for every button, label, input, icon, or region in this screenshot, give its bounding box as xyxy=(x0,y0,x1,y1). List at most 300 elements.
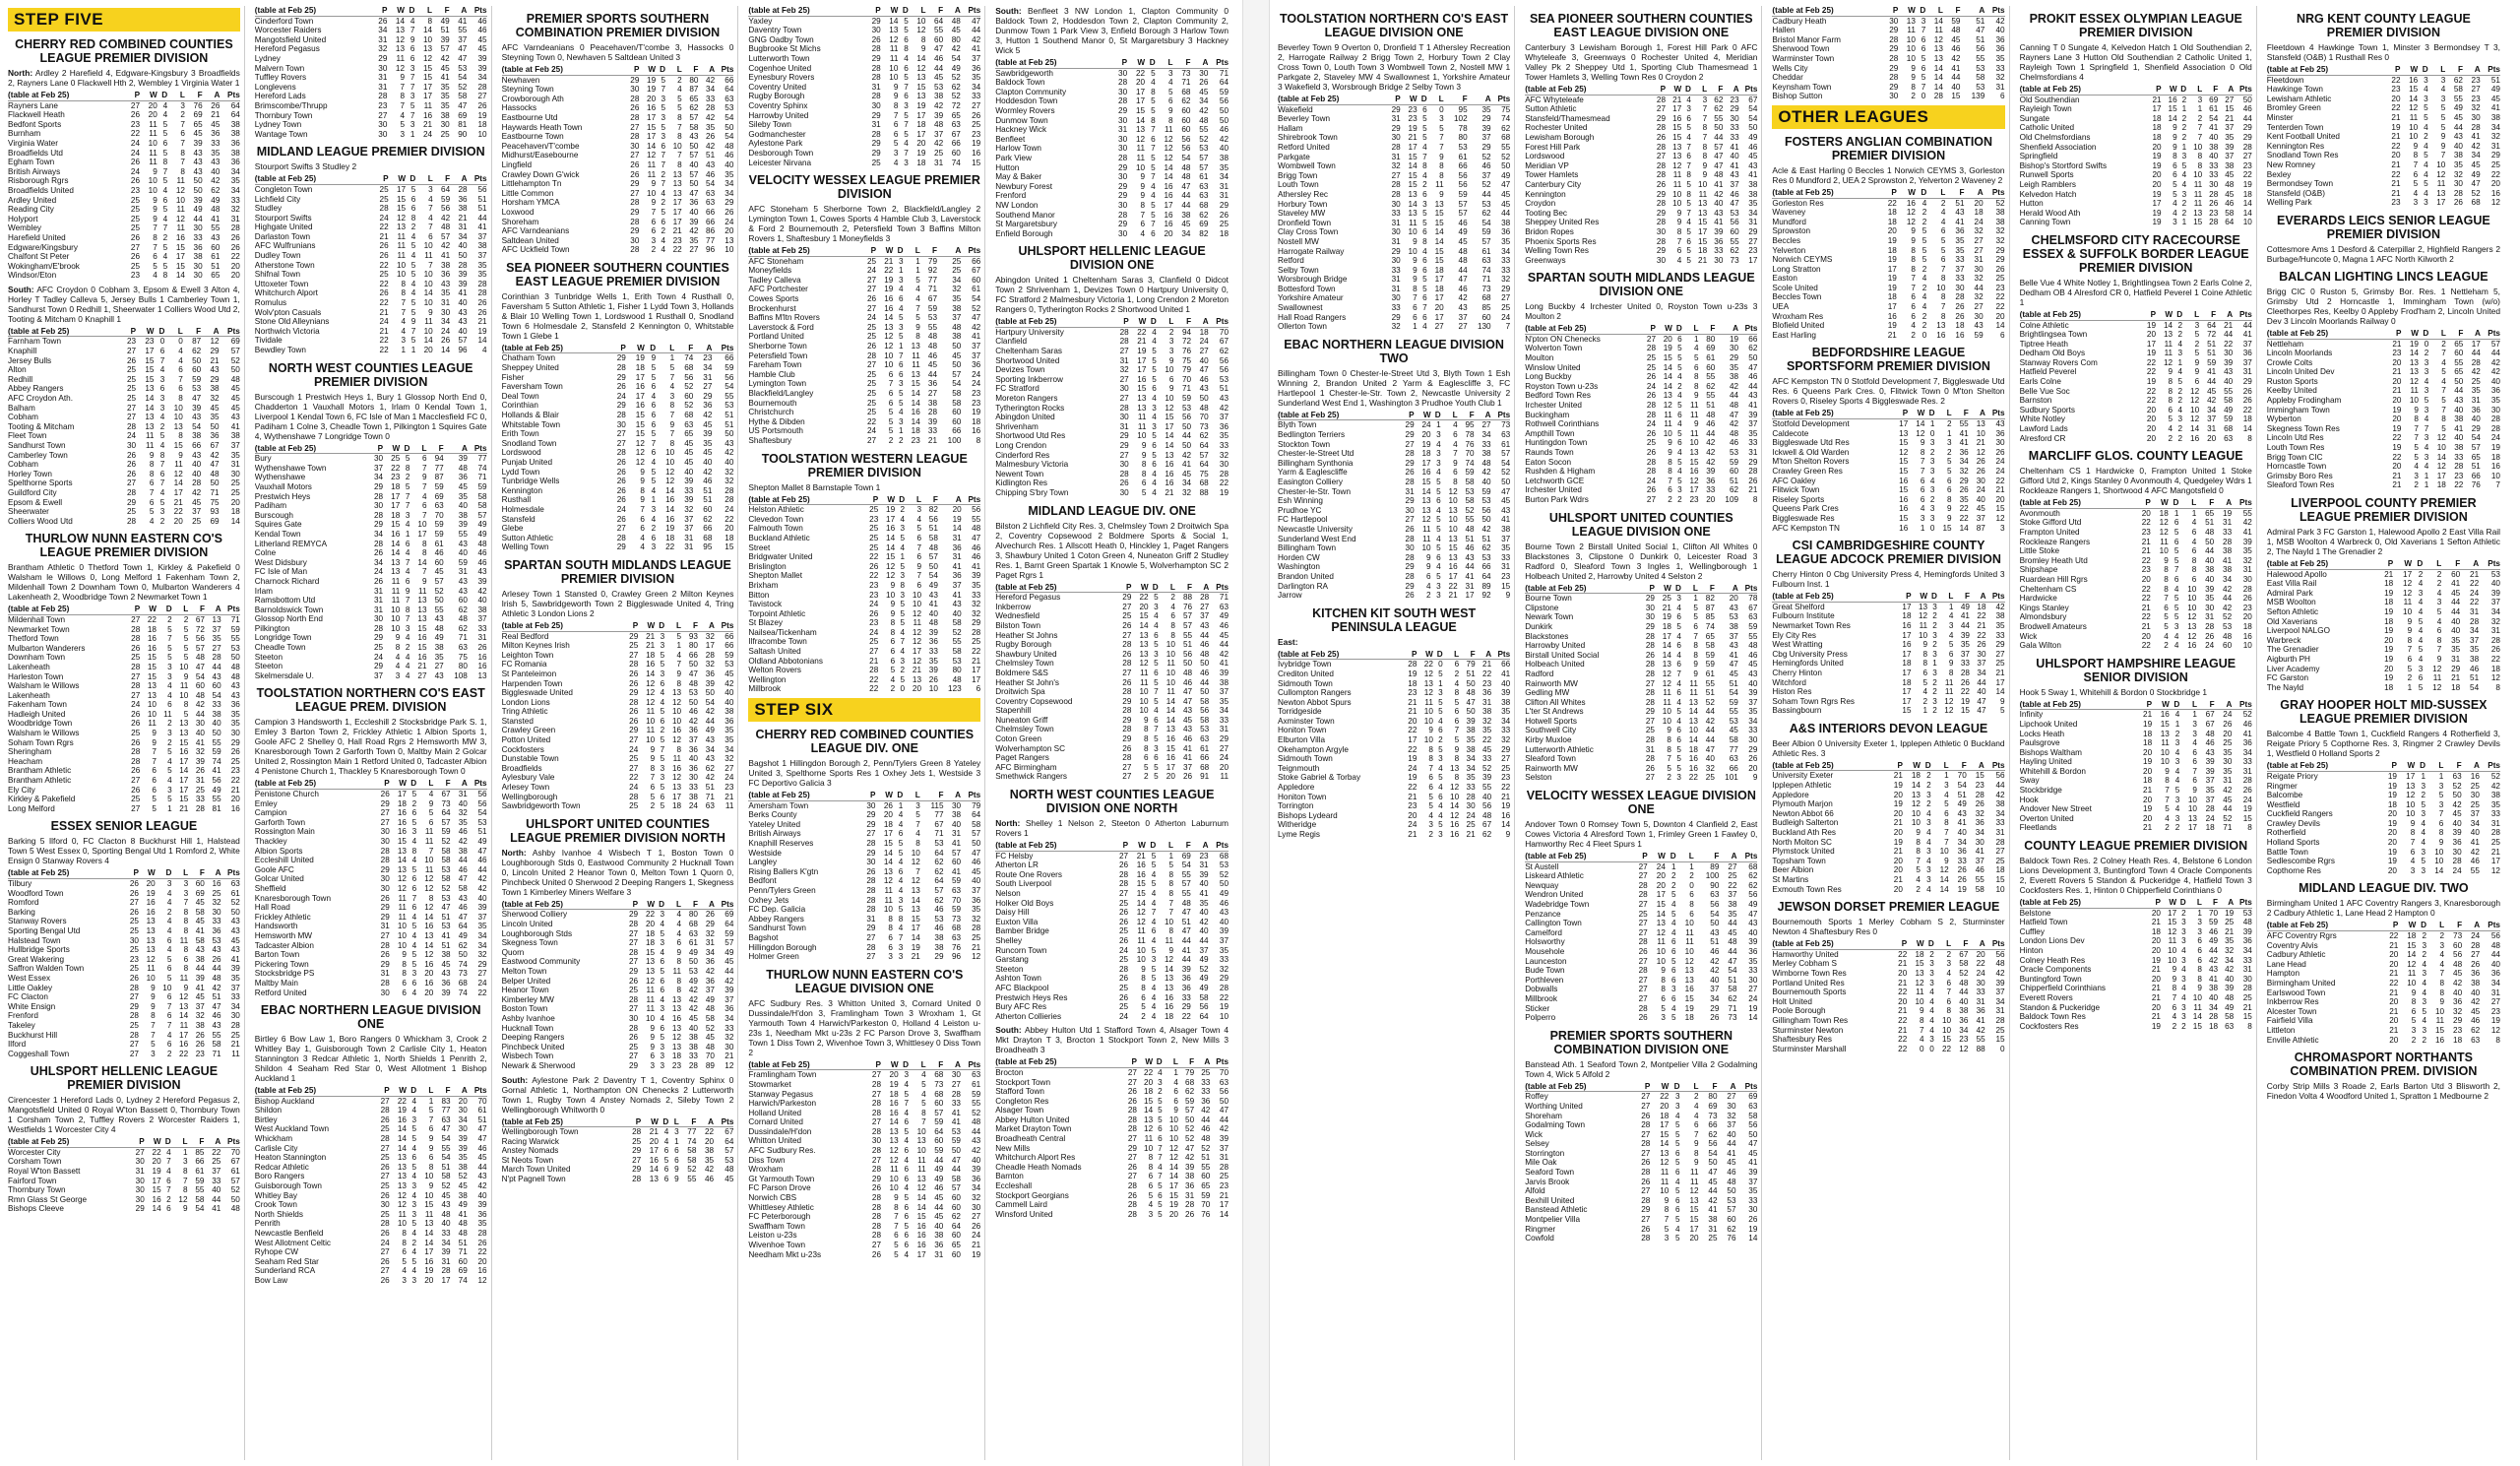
stat-cell: 5 xyxy=(890,666,896,675)
table-row xyxy=(1278,669,1510,679)
stat-cell: 14 xyxy=(397,856,407,865)
table-row xyxy=(255,540,487,549)
stat-cell: 58 xyxy=(458,883,468,893)
stat-cell: 6 xyxy=(663,1165,669,1175)
stat-cell: 8 xyxy=(1151,87,1156,96)
table-row xyxy=(748,666,980,675)
table-header-cell: P xyxy=(1109,58,1127,68)
stat-cell: 41 xyxy=(441,251,451,261)
stat-cell: 47 xyxy=(1466,697,1476,707)
stat-cell: 27 xyxy=(1119,394,1129,404)
stat-cell: 13 xyxy=(672,169,682,179)
stat-cell: 16 xyxy=(889,1099,899,1109)
stat-cell: 37 xyxy=(212,1167,221,1177)
stat-cell: 0 xyxy=(1439,104,1444,114)
stat-cell: 51 xyxy=(1201,1153,1211,1163)
table-header-cell: P xyxy=(624,1117,642,1127)
stat-cell: 17 xyxy=(422,82,433,92)
team-name: Diss Town xyxy=(748,1155,786,1165)
team-name: Stockton Town xyxy=(1278,439,1331,449)
stat-cell: 38 xyxy=(212,709,221,719)
team-name: West Auckland Town xyxy=(254,1124,330,1134)
stat-cell: 29 xyxy=(616,372,626,382)
table-header-cell: D xyxy=(156,868,172,878)
table-row xyxy=(748,562,980,572)
team-name: Portland United xyxy=(748,332,804,342)
stat-cell: 6 xyxy=(421,501,427,511)
team-name: Hutton xyxy=(995,162,1020,172)
stat-cell: 6 xyxy=(1413,303,1418,313)
stat-cell: 9 xyxy=(1141,450,1147,460)
stat-cell: 5 xyxy=(151,1040,156,1050)
stat-cell: 29 xyxy=(871,148,881,158)
table-header-row xyxy=(1525,85,1757,95)
table-row xyxy=(8,766,240,776)
stat-cell: 6 xyxy=(661,141,665,151)
stat-cell: 4 xyxy=(1151,935,1157,945)
stat-cell: 51 xyxy=(441,940,451,950)
stat-cell: 26 xyxy=(1185,1209,1195,1219)
table-header-cell: W xyxy=(140,91,158,100)
stat-cell: 8 xyxy=(183,945,189,955)
stat-cell: 33 xyxy=(477,623,487,633)
stat-cell: 95 xyxy=(1465,420,1475,430)
stat-cell: 42 xyxy=(458,837,468,846)
stat-cell: 2 xyxy=(661,226,665,236)
stat-cell: 55 xyxy=(212,795,221,804)
stat-cell: 61 xyxy=(1200,743,1210,753)
stat-cell: 28 xyxy=(871,92,881,101)
stat-cell: 28 xyxy=(1122,706,1132,716)
stat-cell: 65 xyxy=(211,271,220,281)
stat-cell: 6 xyxy=(1158,1124,1163,1134)
stat-cell: 9 xyxy=(183,671,189,681)
stat-cell: 5 xyxy=(1151,68,1156,78)
stat-cell: 25 xyxy=(230,478,240,488)
table-row xyxy=(995,1144,1228,1154)
table-row xyxy=(255,54,487,64)
stat-cell: 42 xyxy=(688,1004,698,1014)
stat-cell: 41 xyxy=(951,1117,961,1127)
stat-cell: 24 xyxy=(688,801,698,811)
stat-cell: 2 xyxy=(411,798,417,808)
stat-cell: 43 xyxy=(230,925,240,935)
stat-cell: 25 xyxy=(866,332,877,342)
stat-cell: 27 xyxy=(871,1089,882,1099)
stat-cell: 52 xyxy=(951,73,961,83)
stat-cell: 29 xyxy=(630,75,640,85)
results-text: Aylestone Park 2 Daventry T 1, Coventry Sphinx 0 Gornal Athletic 1, Northampton ON Chenecks 2 Lutterworth Town 1, Rugby Town 4 Anstey Nomads 2, Sileby Town 2 Wellingborough Whitworth 0 xyxy=(501,1074,734,1115)
stat-cell: 11 xyxy=(231,1049,240,1058)
stat-cell: 38 xyxy=(952,303,962,313)
stat-cell: 40 xyxy=(928,608,938,618)
team-name: Downham Town xyxy=(8,653,66,663)
table-row xyxy=(748,1070,980,1080)
stat-cell: 3 xyxy=(411,969,417,979)
stat-cell: 8 xyxy=(893,100,899,110)
stat-cell: 6 xyxy=(890,637,896,647)
team-name: Dussindale/H'don xyxy=(748,1126,812,1136)
stat-cell: 30 xyxy=(630,235,640,245)
stat-cell: 95 xyxy=(1458,104,1468,114)
stat-cell: 28 xyxy=(373,510,384,520)
stat-cell: 28 xyxy=(871,1146,882,1156)
table-row xyxy=(1278,161,1510,171)
team-name: AFC Whyteleafe xyxy=(1525,95,1584,104)
table-header-cell: D xyxy=(154,327,164,337)
team-name: Sidmouth Town xyxy=(1278,754,1333,764)
stat-cell: 3 xyxy=(1167,68,1173,78)
stat-cell: 27 xyxy=(630,188,640,198)
stat-cell: 39 xyxy=(928,627,938,637)
stat-cell: 9 xyxy=(1168,945,1174,955)
stat-cell: 100 xyxy=(947,435,962,445)
table-header-cell: Pts xyxy=(1209,317,1228,327)
team-name: Needham Mkt u-23s xyxy=(748,1249,822,1259)
table-row xyxy=(748,159,980,168)
stat-cell: 59 xyxy=(441,827,451,837)
stat-cell: 5 xyxy=(677,94,682,103)
team-name: Holker Old Boys xyxy=(995,898,1054,908)
table-row xyxy=(8,205,240,215)
stat-cell: 13 xyxy=(671,1023,682,1033)
stat-cell: 45 xyxy=(688,1013,698,1023)
team-name: Milton Keynes Irish xyxy=(501,641,570,651)
stat-cell: 6 xyxy=(1170,611,1175,621)
team-name: Axminster Town xyxy=(1278,716,1335,726)
stat-cell: 28 xyxy=(1127,1106,1137,1115)
stat-cell: 7 xyxy=(676,660,682,669)
stat-cell: 25 xyxy=(195,785,205,795)
stat-cell: 66 xyxy=(724,641,734,651)
stat-cell: 25 xyxy=(1118,926,1129,936)
team-name: Tadley Calleva xyxy=(748,275,801,285)
stat-cell: 6 xyxy=(898,360,904,370)
stat-cell: 7 xyxy=(153,223,158,233)
stat-cell: 14 xyxy=(911,932,920,942)
stat-cell: 34 xyxy=(373,557,384,567)
stat-cell: 6 xyxy=(410,53,415,63)
stat-cell: 28 xyxy=(129,1030,139,1040)
results-lead: South: xyxy=(8,284,34,294)
stat-cell: 5 xyxy=(900,674,906,684)
stat-cell: 3 xyxy=(1422,199,1427,209)
stat-cell: 4 xyxy=(410,288,416,298)
stat-cell: 32 xyxy=(705,660,715,669)
stat-cell: 10 xyxy=(173,403,183,413)
stat-cell: 20 xyxy=(148,110,158,120)
stat-cell: 21 xyxy=(972,942,981,952)
league-title: THURLOW NUNN EASTERN CO'S LEAGUE DIVISION ONE xyxy=(766,967,964,995)
results-text: Canterbury 3 Lewisham Borough 1, Forest Hill Park 0 AFC Whyteleafe 3, Greenways 0 Rochester United 4, Meridian Valley Pk 2 Sheppey Utd 1, Sporting Club Thamesmead 1 Tower Hamlets 3, Welling Town Res 0 Croydon 2 xyxy=(1525,42,1758,82)
stat-cell: 33 xyxy=(1391,303,1401,313)
stat-cell: 52 xyxy=(1199,134,1209,144)
team-name: Highgate United xyxy=(254,223,313,232)
stat-cell: 50 xyxy=(705,688,715,698)
stat-cell: 24 xyxy=(869,600,879,609)
stat-cell: 25 xyxy=(866,256,877,266)
stat-cell: 11 xyxy=(646,986,656,995)
stat-cell: 13 xyxy=(916,1136,926,1146)
table-row xyxy=(995,478,1228,488)
stat-cell: 5 xyxy=(1436,543,1441,553)
results-lead: South: xyxy=(501,1074,529,1085)
stat-cell: 24 xyxy=(869,627,879,637)
stat-cell: 47 xyxy=(972,313,981,323)
stat-cell: 5 xyxy=(904,26,909,35)
stat-cell: 33 xyxy=(1391,209,1401,219)
table-row xyxy=(8,908,240,918)
table-header-cell: D xyxy=(161,1137,171,1147)
table-row xyxy=(8,663,240,672)
stat-cell: 9 xyxy=(651,353,657,363)
stat-cell: 7 xyxy=(661,159,665,169)
table-header-cell: L xyxy=(905,495,921,505)
stat-cell: 7 xyxy=(405,596,410,606)
stat-cell: 9 xyxy=(916,561,921,571)
stat-cell: 4 xyxy=(1438,763,1443,773)
stat-cell: 6 xyxy=(1173,1087,1178,1097)
stat-cell: 15 xyxy=(422,73,433,83)
stat-cell: 11 xyxy=(424,864,434,874)
stat-cell: 59 xyxy=(951,905,962,915)
table-row xyxy=(255,653,487,663)
stat-cell: 82 xyxy=(1199,228,1209,238)
stat-cell: 4 xyxy=(1422,322,1427,332)
stat-cell: 8 xyxy=(1422,161,1427,171)
stat-cell: 12 xyxy=(1450,783,1460,793)
stat-cell: 20 xyxy=(649,1136,659,1146)
team-name: Sileby Town xyxy=(748,120,791,130)
team-name: Millbrook xyxy=(748,684,782,694)
stat-cell: 58 xyxy=(1199,992,1209,1002)
stat-cell: 44 xyxy=(1458,265,1468,275)
table-row xyxy=(255,1181,487,1191)
stat-cell: 32 xyxy=(705,928,715,938)
stat-cell: 4 xyxy=(1152,487,1157,497)
table-header-cell: Pts xyxy=(1208,58,1228,68)
table-row xyxy=(748,820,980,830)
stat-cell: 18 xyxy=(724,533,734,542)
stat-cell: 34 xyxy=(230,166,240,176)
stat-cell: 31 xyxy=(1391,236,1401,246)
table-row xyxy=(748,332,980,342)
stat-cell: 46 xyxy=(434,548,444,558)
stat-cell: 8 xyxy=(915,332,920,342)
stat-cell: 34 xyxy=(441,1238,451,1247)
stat-cell: 29 xyxy=(972,618,981,628)
stat-cell: 18 xyxy=(645,928,656,938)
stat-cell: 66 xyxy=(688,650,698,660)
team-name: Royal W'ton Bassett xyxy=(8,1167,81,1177)
stat-cell: 27 xyxy=(129,898,139,908)
stat-cell: 40 xyxy=(1199,926,1209,936)
stat-cell: 27 xyxy=(630,122,640,132)
stat-cell: 10 xyxy=(179,690,189,700)
stat-cell: 41 xyxy=(230,421,240,431)
stat-cell: 9 xyxy=(152,729,157,738)
stat-cell: 28 xyxy=(871,1221,882,1231)
team-name: Nuneaton Griff xyxy=(995,715,1048,725)
table-header-cell: (table at Feb 25) xyxy=(255,444,366,454)
table-row xyxy=(1278,449,1510,459)
stat-cell: 69 xyxy=(210,516,220,526)
table-row xyxy=(995,229,1228,239)
stat-cell: 32 xyxy=(1391,322,1401,332)
stat-cell: 71 xyxy=(210,487,220,497)
table-header-cell: A xyxy=(204,1137,220,1147)
team-name: Harrogate Railway xyxy=(1278,246,1345,256)
stat-cell: 42 xyxy=(972,322,981,332)
stat-cell: 39 xyxy=(1482,773,1492,783)
stat-cell: 77 xyxy=(441,1106,451,1115)
table-header-cell: A xyxy=(1191,841,1209,851)
stat-cell: 43 xyxy=(192,413,202,422)
team-name: Honiton Town xyxy=(1278,792,1327,801)
stat-cell: 74 xyxy=(458,988,468,997)
stat-cell: 9 xyxy=(1413,236,1418,246)
table-row xyxy=(255,223,487,232)
stat-cell: 36 xyxy=(952,571,962,581)
stat-cell: 59 xyxy=(434,529,444,539)
team-name: Honiton Town xyxy=(1278,726,1327,735)
stat-cell: 7 xyxy=(1168,898,1174,908)
stat-cell: 26 xyxy=(130,252,141,262)
stat-cell: 3 xyxy=(660,910,665,920)
stat-cell: 58 xyxy=(705,1013,715,1023)
results-paragraph xyxy=(502,1075,734,1115)
stat-cell: 45 xyxy=(1501,496,1511,506)
stat-cell: 7 xyxy=(405,491,410,501)
stat-cell: 26 xyxy=(630,159,640,169)
team-name: British Airways xyxy=(748,829,801,839)
stat-cell: 28 xyxy=(688,1060,698,1070)
stat-cell: 32 xyxy=(1482,716,1492,726)
table-row xyxy=(255,1219,487,1229)
stat-cell: 39 xyxy=(684,495,694,505)
team-name: AFC Portchester xyxy=(748,285,808,294)
team-name: Ashton Town xyxy=(995,974,1041,984)
stat-cell: 7 xyxy=(428,204,433,214)
stat-cell: 17 xyxy=(145,347,155,356)
table-header-cell: W xyxy=(139,868,156,878)
stat-cell: 42 xyxy=(477,883,487,893)
stat-cell: 7 xyxy=(915,819,920,829)
stat-cell: 11 xyxy=(912,351,920,360)
results-paragraph xyxy=(1278,637,1510,647)
stat-cell: 25 xyxy=(230,487,240,497)
stat-cell: 11 xyxy=(398,893,407,903)
stat-cell: 13 xyxy=(1408,209,1418,219)
stat-cell: 4 xyxy=(651,514,657,524)
stat-cell: 70 xyxy=(230,1147,240,1157)
table-row xyxy=(995,384,1228,394)
stat-cell: 0 xyxy=(1438,660,1443,669)
stat-cell: 16 xyxy=(477,662,487,671)
stat-cell: 31 xyxy=(373,605,384,614)
stat-cell: 6 xyxy=(410,44,415,54)
stat-cell: 29 xyxy=(378,53,388,63)
table-header-row xyxy=(8,605,240,614)
table-header-cell: W xyxy=(390,1086,407,1096)
stat-cell: 11 xyxy=(149,119,158,129)
table-row xyxy=(8,271,240,281)
stat-cell: 1 xyxy=(898,342,904,351)
stat-cell: 29 xyxy=(1405,581,1415,591)
stat-cell: 74 xyxy=(458,959,468,969)
table-row xyxy=(995,154,1228,163)
team-name: Teignmouth xyxy=(1278,763,1320,773)
stat-cell: 44 xyxy=(195,964,205,974)
stat-cell: 28 xyxy=(380,856,390,865)
stat-cell: 3 xyxy=(159,394,165,404)
table-row xyxy=(255,567,487,577)
team-name: Hall Road xyxy=(254,903,290,913)
results-text: Shelley 1 Nelson 2, Steeton 0 Atherton Laburnum Rovers 1 xyxy=(995,818,1229,839)
team-name: Wantage Town xyxy=(254,129,308,139)
stat-cell: 11 xyxy=(424,1209,434,1219)
stat-cell: 54 xyxy=(192,421,202,431)
table-row xyxy=(1278,430,1510,440)
stat-cell: 47 xyxy=(972,16,981,26)
stat-cell: 5 xyxy=(162,261,168,271)
stat-cell: 32 xyxy=(1181,487,1192,497)
stat-cell: 16 xyxy=(424,922,434,931)
stat-cell: 28 xyxy=(628,947,639,957)
stat-cell: 11 xyxy=(1166,687,1175,697)
stat-cell: 10 xyxy=(1165,394,1174,404)
stat-cell: 3 xyxy=(900,656,906,666)
stat-cell: 32 xyxy=(212,898,221,908)
stat-cell: 0 xyxy=(178,337,183,347)
stat-cell: 39 xyxy=(458,1134,468,1144)
table-row xyxy=(748,1231,980,1241)
stat-cell: 6 xyxy=(904,1165,910,1175)
stat-cell: 10 xyxy=(146,973,156,983)
stat-cell: 37 xyxy=(1219,413,1228,422)
stat-cell: 12 xyxy=(645,976,656,986)
team-name: Winsford United xyxy=(995,1209,1053,1219)
team-name: AFC Croydon Ath. xyxy=(8,394,73,404)
table-row xyxy=(1278,726,1510,735)
team-name: Birtley xyxy=(254,1115,278,1124)
team-name: Stansfeld xyxy=(501,514,536,524)
stat-cell: 58 xyxy=(195,935,205,945)
stat-cell: 12 xyxy=(886,561,896,571)
stat-cell: 5 xyxy=(411,1162,417,1172)
stat-cell: 7 xyxy=(166,1001,172,1011)
stat-cell: 11 xyxy=(179,1020,189,1030)
stat-cell: 60 xyxy=(1181,125,1191,135)
stat-cell: 42 xyxy=(706,112,716,122)
stat-cell: 22 xyxy=(379,279,389,288)
stat-cell: 16 xyxy=(884,294,894,304)
stat-cell: 16 xyxy=(477,652,487,662)
stat-cell: 9 xyxy=(400,73,406,83)
stat-cell: 27 xyxy=(1127,1153,1137,1163)
table-row xyxy=(255,35,487,45)
team-name: Parkgate xyxy=(1278,152,1310,161)
stat-cell: 41 xyxy=(477,223,487,232)
table-header-cell: L xyxy=(416,1086,433,1096)
stat-cell: 6 xyxy=(651,419,657,429)
team-name: Lakenheath xyxy=(8,690,50,700)
stat-cell: 27 xyxy=(1501,293,1511,303)
stat-cell: 54 xyxy=(972,294,981,304)
stat-cell: 4 xyxy=(395,662,401,671)
team-name: Kendal Town xyxy=(254,529,301,539)
stat-cell: 1 xyxy=(676,641,682,651)
